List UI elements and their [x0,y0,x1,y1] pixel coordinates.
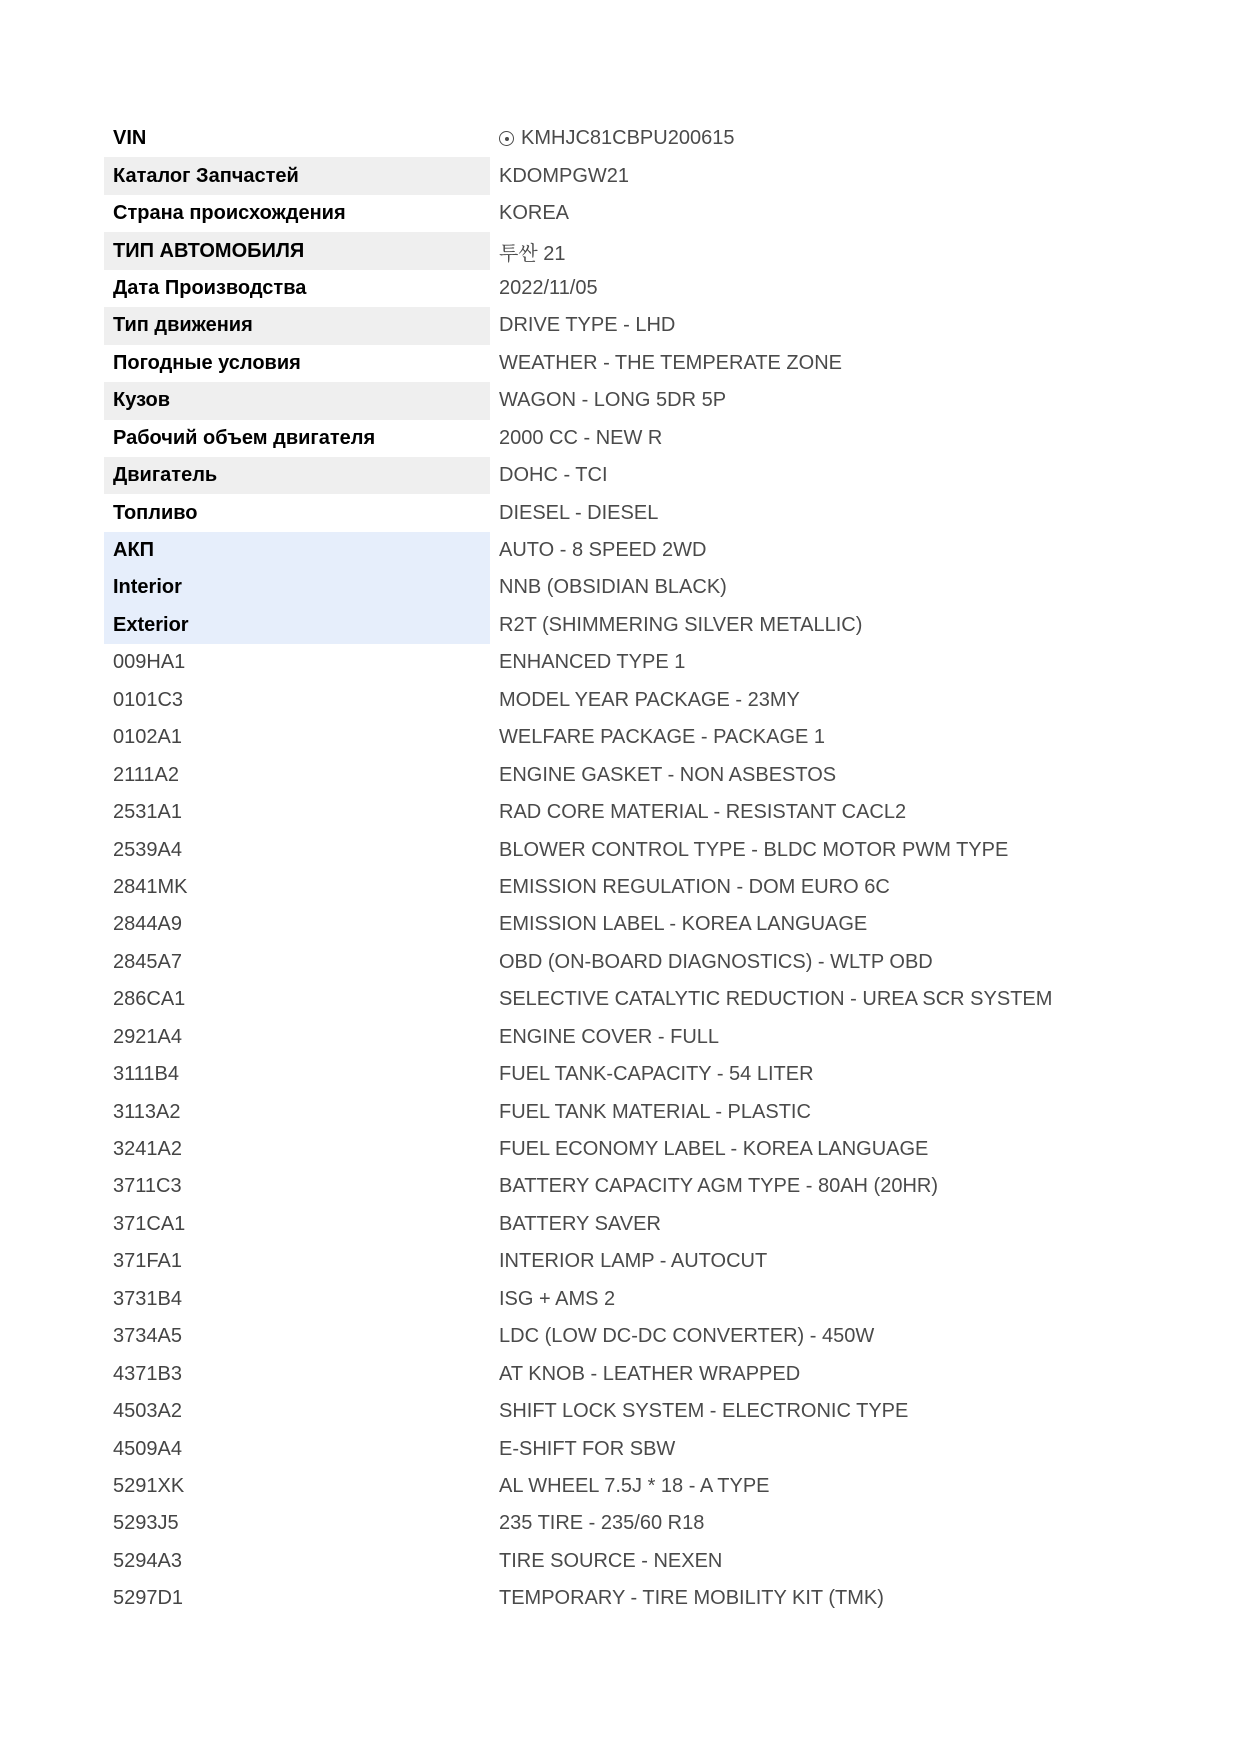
row-value [490,1468,1064,1505]
row-value-text: ISG + AMS 2 [499,1287,616,1310]
row-value [490,1056,1064,1093]
option-row [104,944,1064,981]
row-label: 0101C3 [113,688,184,711]
row-value-text: SHIFT LOCK SYSTEM - ELECTRONIC TYPE [499,1400,909,1423]
row-value-text: LDC (LOW DC-DC CONVERTER) - 450W [499,1325,875,1348]
row-value-text: FUEL TANK MATERIAL - PLASTIC [499,1100,811,1123]
spec-row [104,232,1064,269]
row-value [490,981,1064,1018]
row-value [490,1543,1064,1580]
row-value-text: NNB (OBSIDIAN BLACK) [499,576,727,599]
row-label: Exterior [104,607,490,644]
row-value [490,307,1064,344]
row-label: 5297D1 [113,1587,184,1610]
row-label: 0102A1 [113,726,182,749]
option-row [104,1168,1064,1205]
spec-row [104,195,1064,232]
row-value-text: EMISSION LABEL - KOREA LANGUAGE [499,913,868,936]
option-row [104,644,1064,681]
row-value-text: BATTERY SAVER [499,1212,661,1235]
row-value-text: KOREA [499,202,570,225]
spec-row [104,494,1064,531]
row-label: Погодные условия [113,351,301,374]
row-value [490,644,1064,681]
row-label: 2531A1 [113,801,182,824]
row-label: АКП [104,532,490,569]
option-row [104,719,1064,756]
row-value-text: FUEL ECONOMY LABEL - KOREA LANGUAGE [499,1138,929,1161]
row-label: Двигатель [104,457,490,494]
row-label: 3111B4 [113,1063,179,1086]
row-value-text: WEATHER - THE TEMPERATE ZONE [499,351,842,374]
spec-row [104,607,1064,644]
row-value-text: DRIVE TYPE - LHD [499,314,676,337]
row-value-text: DOHC - TCI [499,464,608,487]
row-value [490,607,1064,644]
row-label: Interior [104,569,490,606]
option-row [104,1430,1064,1467]
row-value-text: WAGON - LONG 5DR 5P [499,389,727,412]
row-value [490,1243,1064,1280]
row-value-text: 투싼 21 [499,242,566,265]
option-row [104,1468,1064,1505]
option-row [104,1318,1064,1355]
row-label: 5293J5 [113,1512,179,1535]
option-row [104,794,1064,831]
option-row [104,1580,1064,1617]
row-value-text: 2000 CC - NEW R [499,426,663,449]
row-value-text: MODEL YEAR PACKAGE - 23MY [499,688,800,711]
row-value-text: EMISSION REGULATION - DOM EURO 6C [499,875,890,898]
row-value [490,270,1064,307]
row-value [490,345,1064,382]
row-value-text: 235 TIRE - 235/60 R18 [499,1512,705,1535]
row-value-text: BLOWER CONTROL TYPE - BLDC MOTOR PWM TYPE [499,838,1009,861]
row-value [490,195,1064,232]
row-value-text: RAD CORE MATERIAL - RESISTANT CACL2 [499,801,907,824]
row-label: 2921A4 [113,1025,182,1048]
spec-row [104,382,1064,419]
row-value-text: DIESEL - DIESEL [499,501,659,524]
row-label: 4371B3 [113,1362,182,1385]
row-value [490,1430,1064,1467]
row-value [490,457,1064,494]
option-row [104,1543,1064,1580]
row-value [490,1019,1064,1056]
row-value-text: OBD (ON-BOARD DIAGNOSTICS) - WLTP OBD [499,950,933,973]
spec-row [104,307,1064,344]
option-row [104,831,1064,868]
row-label: 3711C3 [113,1175,182,1198]
row-value [490,794,1064,831]
row-label: Рабочий объем двигателя [113,426,376,449]
row-value [490,682,1064,719]
row-value [490,1318,1064,1355]
row-label: 3734A5 [113,1325,182,1348]
row-value-text: ENGINE COVER - FULL [499,1025,720,1048]
row-value-text: FUEL TANK-CAPACITY - 54 LITER [499,1063,814,1086]
row-value-text: KDOMPGW21 [499,164,630,187]
row-value [490,494,1064,531]
row-value [490,1393,1064,1430]
option-row [104,1019,1064,1056]
row-value [490,232,1064,269]
spec-row [104,532,1064,569]
option-row [104,1505,1064,1542]
row-value-text: E-SHIFT FOR SBW [499,1437,676,1460]
row-value [490,906,1064,943]
row-value [490,869,1064,906]
row-label: Дата Производства [113,276,307,299]
row-value [490,420,1064,457]
option-row [104,1093,1064,1130]
option-row [104,1393,1064,1430]
spec-row [104,270,1064,307]
row-value-text: WELFARE PACKAGE - PACKAGE 1 [499,726,826,749]
row-label: 2844A9 [113,913,182,936]
row-value [490,1281,1064,1318]
row-label: 371FA1 [113,1250,182,1273]
row-value [490,382,1064,419]
row-value [490,157,1064,194]
row-label: 2845A7 [113,950,182,973]
row-value-text: AT KNOB - LEATHER WRAPPED [499,1362,801,1385]
row-value [490,756,1064,793]
option-row [104,1206,1064,1243]
row-label: 2111A2 [113,763,179,786]
spec-row [104,345,1064,382]
row-value-text: ENGINE GASKET - NON ASBESTOS [499,763,837,786]
row-value [490,1580,1064,1617]
option-row [104,906,1064,943]
row-value-text: AL WHEEL 7.5J * 18 - A TYPE [499,1474,770,1497]
option-row [104,1355,1064,1392]
row-value-text: BATTERY CAPACITY AGM TYPE - 80AH (20HR) [499,1175,939,1198]
row-value [490,1093,1064,1130]
row-label: Тип движения [104,307,490,344]
row-value-text: TIRE SOURCE - NEXEN [499,1549,723,1572]
row-value [490,944,1064,981]
option-row [104,1243,1064,1280]
row-value-text: AUTO - 8 SPEED 2WD [499,539,707,562]
row-value [490,1355,1064,1392]
row-label: Кузов [104,382,490,419]
row-label: 2841MK [113,875,188,898]
spec-row [104,420,1064,457]
row-label: 009HA1 [113,651,186,674]
option-row [104,981,1064,1018]
target-icon [499,131,514,146]
row-label: Каталог Запчастей [104,157,490,194]
row-value [490,120,1064,157]
row-value-text: INTERIOR LAMP - AUTOCUT [499,1250,768,1273]
row-label: 371CA1 [113,1212,186,1235]
row-value [490,1131,1064,1168]
row-label: Топливо [113,501,198,524]
spec-row [104,157,1064,194]
row-label: 4503A2 [113,1400,182,1423]
vehicle-spec-table [104,120,1064,1618]
row-value-text: ENHANCED TYPE 1 [499,651,686,674]
row-label: 3731B4 [113,1287,182,1310]
row-label: ТИП АВТОМОБИЛЯ [104,232,490,269]
row-label: 3241A2 [113,1138,182,1161]
row-value-text: SELECTIVE CATALYTIC REDUCTION - UREA SCR SYSTEM [499,988,1053,1011]
row-label: 5291XK [113,1474,185,1497]
spec-row [104,120,1064,157]
option-row [104,869,1064,906]
option-row [104,682,1064,719]
spec-row [104,457,1064,494]
row-value [490,1505,1064,1542]
row-label: 286CA1 [113,988,186,1011]
option-row [104,1281,1064,1318]
row-value-text: R2T (SHIMMERING SILVER METALLIC) [499,613,863,636]
row-value-text: TEMPORARY - TIRE MOBILITY KIT (TMK) [499,1587,884,1610]
row-label: Страна происхождения [113,202,346,225]
row-value [490,719,1064,756]
row-value [490,1206,1064,1243]
row-value [490,532,1064,569]
row-value-text: KMHJC81CBPU200615 [521,127,735,150]
row-label: 4509A4 [113,1437,182,1460]
option-row [104,756,1064,793]
spec-row [104,569,1064,606]
row-value-text: 2022/11/05 [499,276,598,299]
row-label: 2539A4 [113,838,182,861]
row-label: 3113A2 [113,1100,181,1123]
row-value [490,1168,1064,1205]
row-value [490,831,1064,868]
option-row [104,1131,1064,1168]
option-row [104,1056,1064,1093]
row-value [490,569,1064,606]
row-label: VIN [113,127,147,150]
row-label: 5294A3 [113,1549,182,1572]
